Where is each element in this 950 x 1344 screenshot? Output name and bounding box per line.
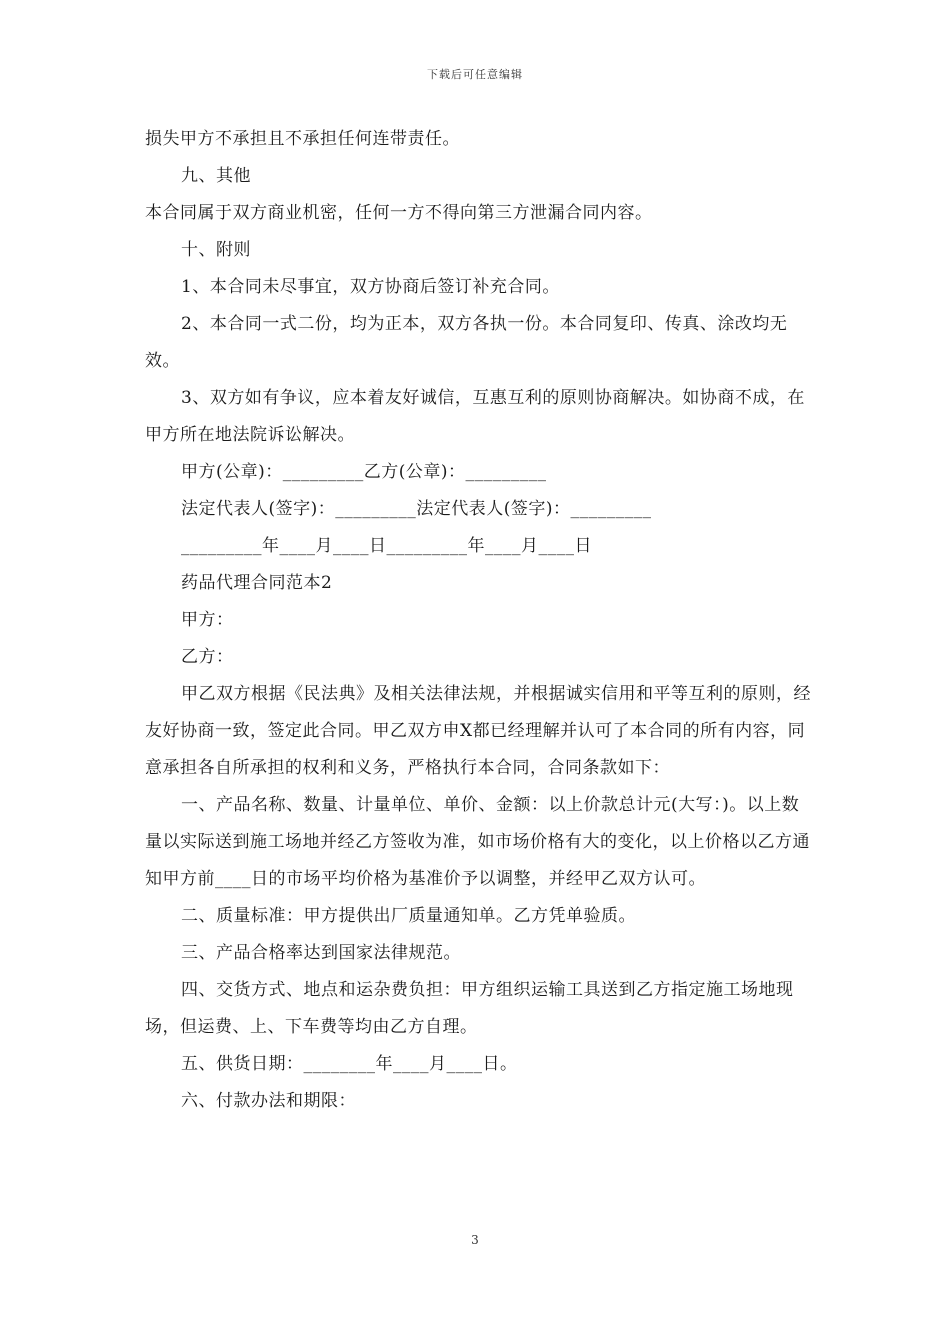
paragraph: 五、供货日期：________年____月____日。: [181, 1054, 518, 1074]
paragraph: 三、产品合格率达到国家法律规范。: [181, 943, 461, 963]
document-title: 药品代理合同范本2: [181, 573, 333, 593]
page-header: 下载后可任意编辑: [427, 68, 523, 81]
signature-line: 甲方(公章)：_________乙方(公章)：_________: [181, 462, 547, 482]
paragraph: 本合同属于双方商业机密，任何一方不得向第三方泄漏合同内容。: [145, 203, 653, 223]
paragraph: 甲乙双方根据《民法典》及相关法律法规，并根据诚实信用和平等互利的原则，经友好协商一致，签定此合同。甲乙双方申X都已经理解并认可了本合同的所有内容，同意承担各自所承担的权利和义务，严格执行本合同，合同条款如下：: [145, 684, 811, 778]
party-b-label: 乙方：: [181, 647, 234, 667]
paragraph: 六、付款办法和期限：: [181, 1091, 356, 1111]
section-heading: 九、其他: [181, 166, 251, 186]
party-a-label: 甲方：: [181, 610, 234, 630]
paragraph: 四、交货方式、地点和运杂费负担：甲方组织运输工具送到乙方指定施工场地现场，但运费、上、下车费等均由乙方自理。: [145, 980, 794, 1037]
section-heading: 十、附则: [181, 240, 251, 260]
document-body: [145, 121, 815, 1120]
paragraph: 2、本合同一式二份，均为正本，双方各执一份。本合同复印、传真、涂改均无效。: [145, 314, 788, 371]
paragraph: 1、本合同未尽事宜，双方协商后签订补充合同。: [181, 277, 560, 297]
paragraph: 3、双方如有争议，应本着友好诚信，互惠互利的原则协商解决。如协商不成，在甲方所在地法院诉讼解决。: [145, 388, 805, 445]
paragraph: 二、质量标准：甲方提供出厂质量通知单。乙方凭单验质。: [181, 906, 636, 926]
paragraph: 一、产品名称、数量、计量单位、单价、金额：以上价款总计元(大写：)。以上数量以实际送到施工场地并经乙方签收为准，如市场价格有大的变化，以上价格以乙方通知甲方前____日的市场平均价格为基准价予以调整，并经甲乙双方认可。: [145, 795, 810, 889]
date-line: _________年____月____日_________年____月____日: [181, 536, 592, 556]
signature-line: 法定代表人(签字)：_________法定代表人(签字)：_________: [181, 499, 652, 519]
page-number: 3: [471, 1233, 479, 1247]
paragraph: 损失甲方不承担且不承担任何连带责任。: [145, 129, 460, 149]
